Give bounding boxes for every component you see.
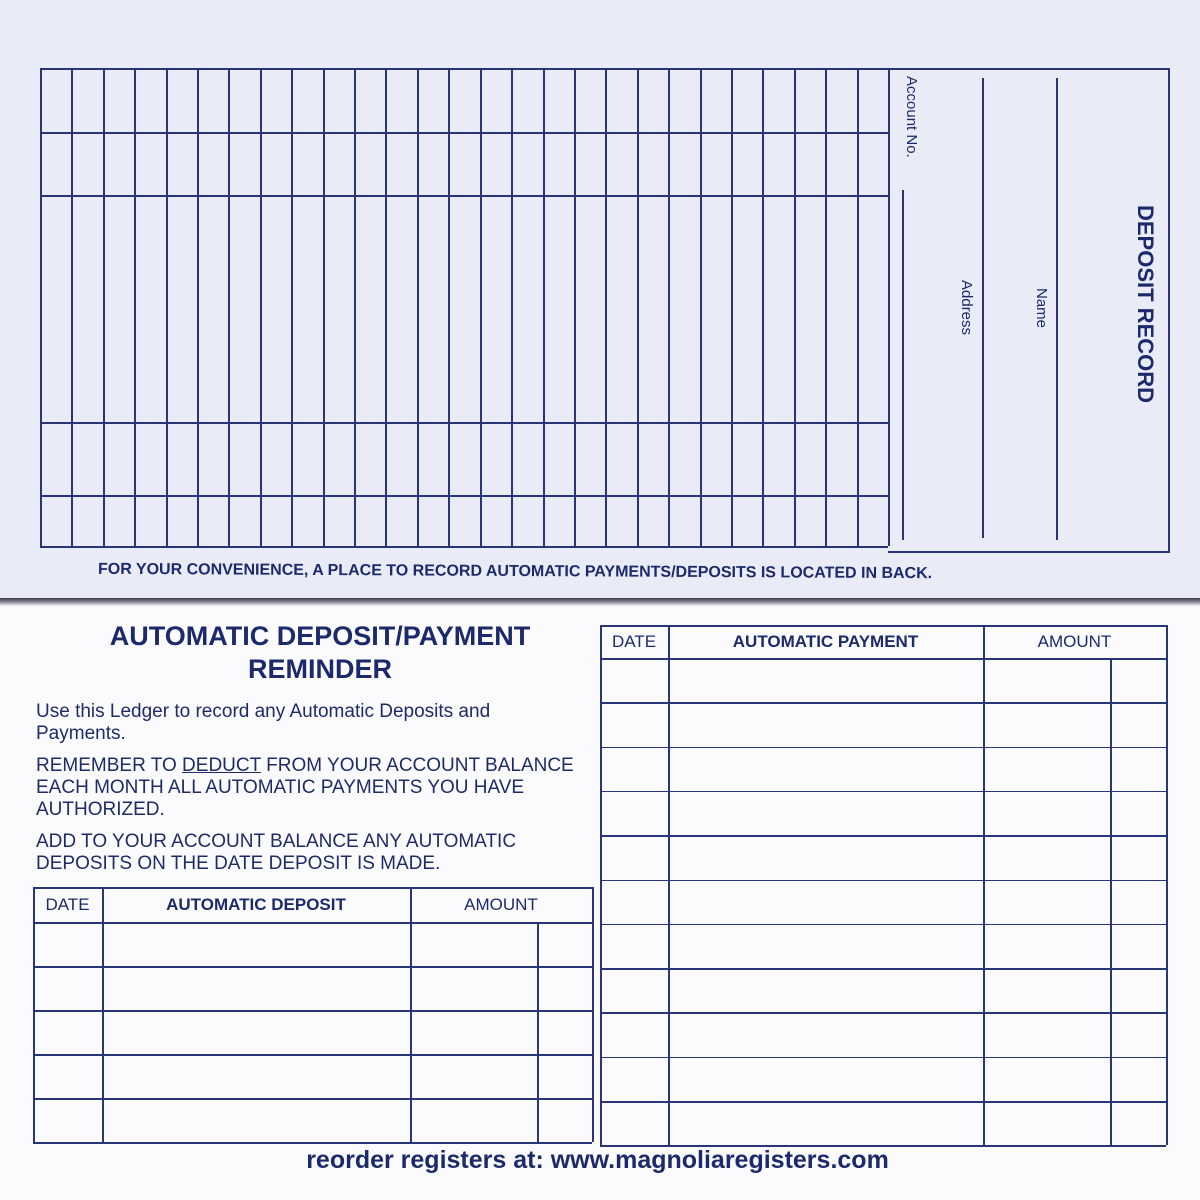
- grid-line: [448, 68, 450, 546]
- reminder-instructions: [36, 701, 581, 875]
- row-rule: [600, 1012, 1166, 1014]
- instruction-ledger: Use this Ledger to record any Automatic Deposits and Payments.: [36, 701, 491, 744]
- grid-line: [605, 68, 607, 546]
- row-rule: [600, 1057, 1166, 1059]
- form-border: [888, 551, 1170, 553]
- row-rule: [33, 1054, 592, 1056]
- grid-line: [574, 68, 576, 546]
- column-rule: [410, 887, 412, 1142]
- deposit-record-title: DEPOSIT RECORD: [1133, 205, 1158, 404]
- row-rule: [600, 880, 1166, 882]
- grid-line: [354, 68, 356, 546]
- grid-line: [228, 68, 230, 546]
- grid-line: [857, 68, 859, 546]
- grid-line: [731, 68, 733, 546]
- row-rule: [33, 1098, 592, 1100]
- grid-line: [197, 68, 199, 546]
- form-border: [888, 68, 1170, 70]
- row-rule: [600, 702, 1166, 704]
- grid-line: [543, 68, 545, 546]
- row-rule: [600, 1101, 1166, 1103]
- grid-line: [888, 68, 890, 546]
- column-rule: [102, 887, 104, 1142]
- table-border: [33, 887, 35, 1142]
- column-rule: [668, 625, 670, 1145]
- deposit-description-header: AUTOMATIC DEPOSIT: [166, 895, 346, 914]
- form-border: [1168, 68, 1170, 553]
- instruction-deduct: [36, 755, 581, 821]
- grid-line: [762, 68, 764, 546]
- account-line: [902, 190, 904, 540]
- grid-line: [40, 422, 888, 424]
- grid-line: [40, 132, 888, 134]
- row-rule: [600, 968, 1166, 970]
- table-border: [600, 625, 1166, 627]
- grid-line: [637, 68, 639, 546]
- deposit-date-header: DATE: [45, 895, 90, 914]
- reorder-link[interactable]: reorder registers at: www.magnoliaregisters.com: [306, 1146, 889, 1174]
- grid-line: [103, 68, 105, 546]
- account-no-label: Account No.: [903, 76, 920, 158]
- row-rule: [600, 747, 1166, 749]
- grid-line: [794, 68, 796, 546]
- table-border: [33, 887, 592, 889]
- row-rule: [600, 791, 1166, 793]
- grid-line: [260, 68, 262, 546]
- grid-line: [71, 68, 73, 546]
- grid-line: [385, 68, 387, 546]
- grid-line: [480, 68, 482, 546]
- grid-line: [40, 68, 888, 70]
- row-rule: [600, 924, 1166, 926]
- table-border: [600, 625, 602, 1145]
- reminder-title-line1: AUTOMATIC DEPOSIT/PAYMENT: [109, 621, 531, 651]
- grid-line: [417, 68, 419, 546]
- column-rule: [1110, 658, 1112, 1145]
- convenience-note: FOR YOUR CONVENIENCE, A PLACE TO RECORD AUTOMATIC PAYMENTS/DEPOSITS IS LOCATED IN BACK.: [97, 560, 933, 583]
- column-rule: [537, 922, 539, 1142]
- grid-line: [291, 68, 293, 546]
- deposit-amount-header: AMOUNT: [464, 895, 538, 914]
- payment-amount-header: AMOUNT: [1037, 632, 1112, 651]
- grid-line: [700, 68, 702, 546]
- grid-line: [166, 68, 168, 546]
- name-label: Name: [1033, 288, 1050, 329]
- grid-line: [40, 546, 888, 548]
- header-rule: [33, 922, 592, 924]
- row-rule: [33, 1142, 592, 1144]
- deduct-emphasis: DEDUCT: [182, 755, 261, 776]
- grid-line: [134, 68, 136, 546]
- reminder-title: [60, 620, 580, 686]
- grid-line: [323, 68, 325, 546]
- address-line: [982, 78, 984, 538]
- page-fold: [0, 598, 1200, 606]
- column-rule: [983, 625, 985, 1145]
- table-border: [592, 887, 594, 1142]
- instruction-text: FROM YOUR ACCOUNT BALANCE EACH MONTH ALL AUTOMATIC PAYMENTS YOU HAVE AUTHORIZED.: [36, 755, 574, 820]
- grid-line: [511, 68, 513, 546]
- row-rule: [33, 1010, 592, 1012]
- reminder-title-line2: REMINDER: [247, 654, 392, 684]
- name-line: [1056, 78, 1058, 540]
- grid-line: [40, 68, 42, 546]
- header-rule: [600, 658, 1166, 660]
- instruction-text: REMEMBER TO: [36, 755, 183, 776]
- grid-line: [40, 195, 888, 197]
- grid-line: [825, 68, 827, 546]
- grid-line: [668, 68, 670, 546]
- row-rule: [600, 835, 1166, 837]
- grid-line: [40, 495, 888, 497]
- payment-date-header: DATE: [611, 632, 657, 651]
- instruction-add: ADD TO YOUR ACCOUNT BALANCE ANY AUTOMATIC DEPOSITS ON THE DATE DEPOSIT IS MADE.: [36, 831, 517, 874]
- table-border: [1166, 625, 1168, 1145]
- payment-description-header: AUTOMATIC PAYMENT: [732, 632, 919, 651]
- row-rule: [33, 966, 592, 968]
- address-label: Address: [958, 280, 975, 336]
